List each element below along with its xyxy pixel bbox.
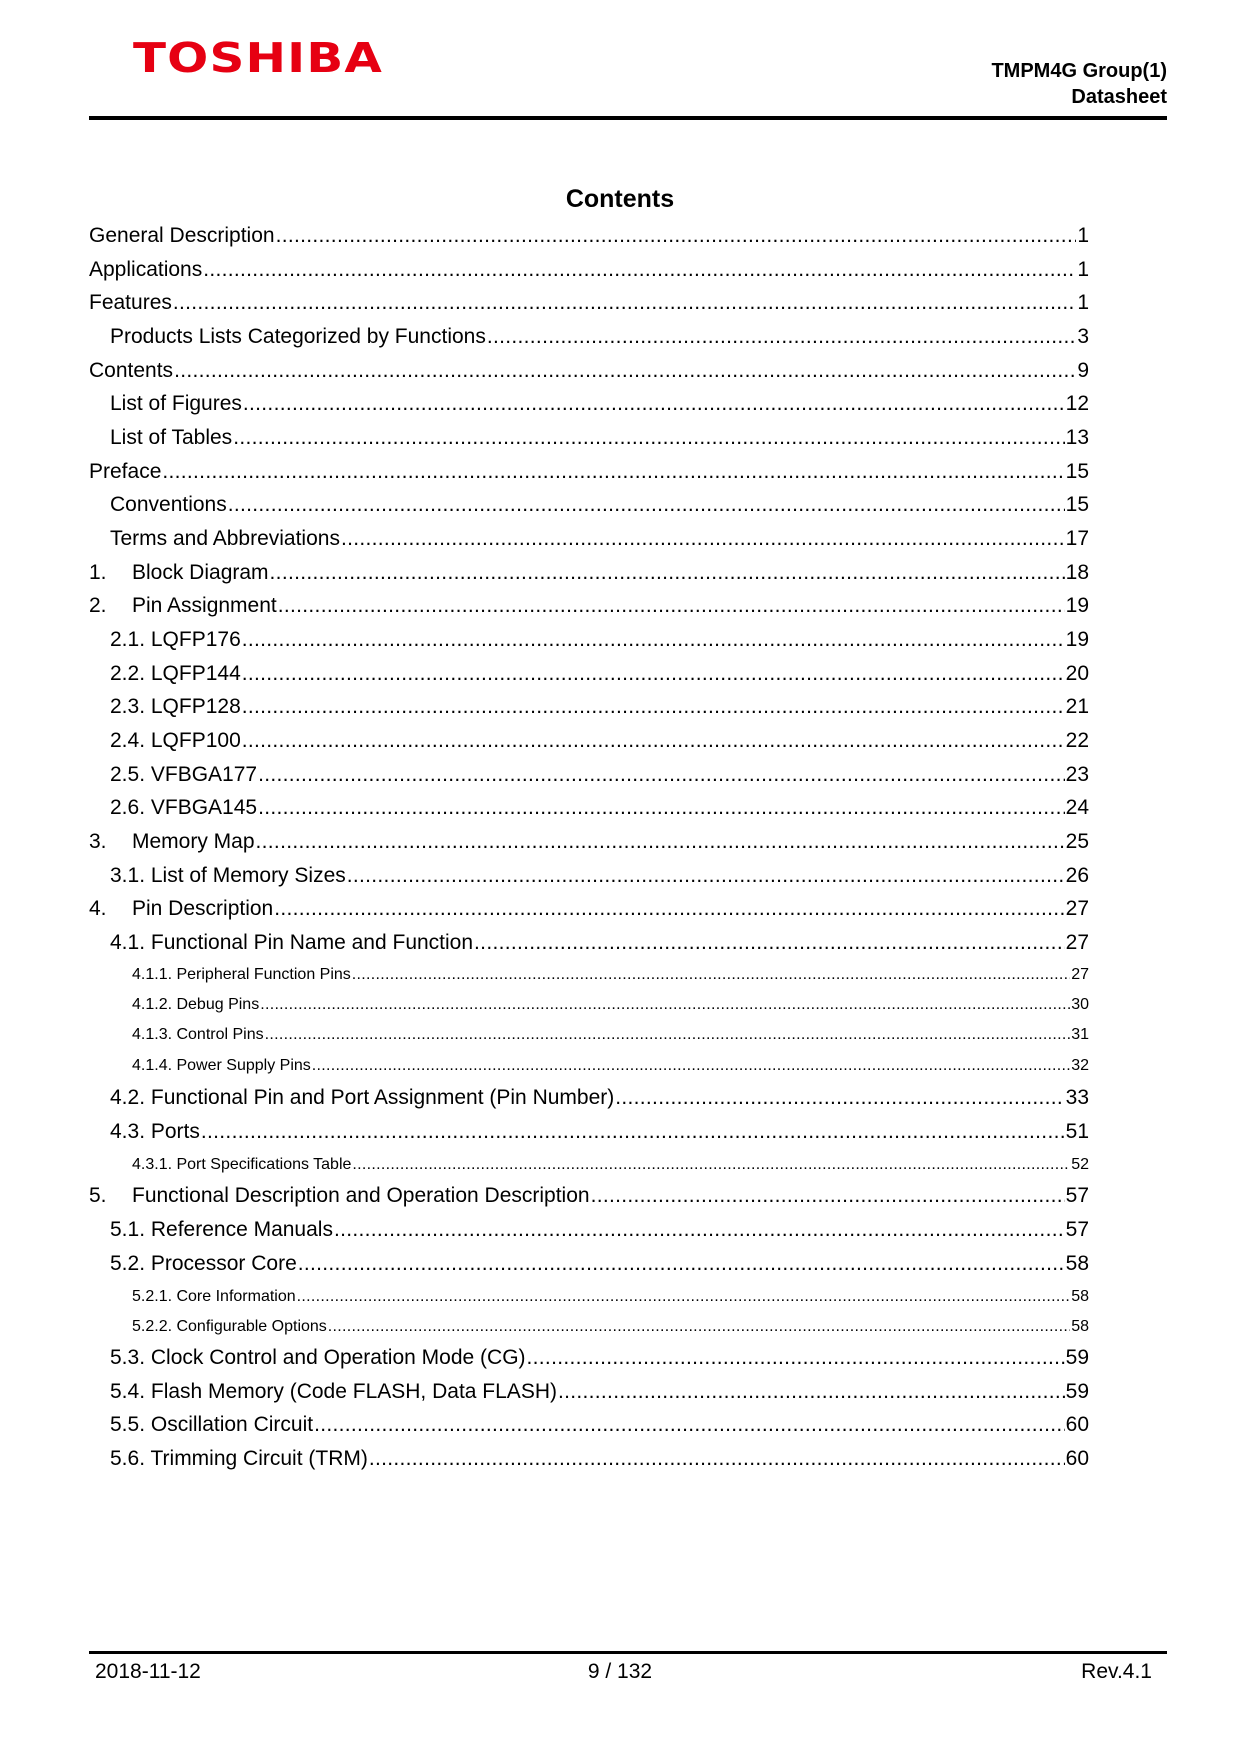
toc-entry-page: 1 (1077, 291, 1089, 314)
toc-entry-label: 4.1. Functional Pin Name and Function (110, 931, 474, 954)
toc-entry-page: 23 (1065, 763, 1089, 786)
toc-dot-leader (297, 1288, 1071, 1306)
toc-entry[interactable] (89, 258, 1089, 282)
toc-dot-leader (243, 392, 1065, 416)
toc-entry-page: 30 (1071, 996, 1089, 1013)
toc-entry[interactable] (89, 359, 1089, 383)
toc-entry-label: 4.2. Functional Pin and Port Assignment (Pin Number) (110, 1086, 615, 1109)
toc-dot-leader (314, 1413, 1065, 1437)
toc-entry-label: 2.3. LQFP128 (110, 695, 241, 718)
toc-dot-leader (242, 695, 1065, 719)
toc-entry[interactable] (89, 931, 1089, 955)
footer-revision: Rev.4.1 (1081, 1660, 1152, 1683)
toc-entry[interactable] (89, 392, 1089, 416)
toc-entry[interactable] (89, 729, 1089, 753)
toc-entry-label: 4.3.1. Port Specifications Table (132, 1156, 352, 1173)
toc-dot-leader (233, 426, 1064, 450)
toc-entry-label: 2.2. LQFP144 (110, 662, 241, 685)
toc-entry-label: 3.1. List of Memory Sizes (110, 864, 346, 887)
toc-entry-page: 58 (1071, 1318, 1089, 1335)
toc-dot-leader (270, 561, 1065, 585)
toc-entry-label: 5.6. Trimming Circuit (TRM) (110, 1447, 368, 1470)
toc-dot-leader (558, 1380, 1065, 1404)
toc-entry-page: 22 (1065, 729, 1089, 752)
toc-entry-label: Contents (89, 359, 174, 382)
toc-entry-page: 3 (1077, 325, 1089, 348)
toc-entry-label: 2.1. LQFP176 (110, 628, 241, 651)
toc-entry-label: Conventions (110, 493, 227, 516)
toc-dot-leader (256, 830, 1065, 854)
toc-entry[interactable] (89, 662, 1089, 686)
toc-entry-label: Pin Description (132, 897, 274, 920)
toc-entry-page: 57 (1065, 1184, 1089, 1207)
toc-dot-leader (174, 359, 1076, 383)
toc-dot-leader (274, 897, 1064, 921)
toc-entry[interactable] (89, 763, 1089, 787)
toc-entry[interactable] (89, 594, 1089, 618)
toc-entry-page: 60 (1065, 1447, 1089, 1470)
toc-entry-label: 5.5. Oscillation Circuit (110, 1413, 314, 1436)
toc-dot-leader (278, 594, 1065, 618)
toc-entry-page: 1 (1077, 258, 1089, 281)
toc-dot-leader (242, 729, 1065, 753)
toc-entry-page: 21 (1065, 695, 1089, 718)
toc-entry[interactable] (89, 224, 1089, 248)
toc-entry[interactable] (89, 1288, 1089, 1306)
toc-entry-number: 5. (89, 1184, 107, 1207)
toc-dot-leader (173, 291, 1076, 315)
toc-entry-page: 26 (1065, 864, 1089, 887)
toc-dot-leader (591, 1184, 1065, 1208)
toc-entry[interactable] (89, 1120, 1089, 1144)
toc-entry-page: 19 (1065, 628, 1089, 651)
toc-dot-leader (527, 1346, 1065, 1370)
toc-entry[interactable] (89, 1184, 1089, 1208)
toc-entry-number: 3. (89, 830, 107, 853)
toc-entry[interactable] (89, 1447, 1089, 1471)
toc-entry-label: 2.4. LQFP100 (110, 729, 241, 752)
toc-entry[interactable] (89, 1057, 1089, 1075)
toc-entry[interactable] (89, 561, 1089, 585)
toc-entry-page: 18 (1065, 561, 1089, 584)
toc-entry-page: 1 (1077, 224, 1089, 247)
toc-entry[interactable] (89, 527, 1089, 551)
toc-dot-leader (334, 1218, 1065, 1242)
toc-entry-page: 15 (1065, 460, 1089, 483)
toshiba-logo: TOSHIBA (133, 34, 384, 82)
toc-entry[interactable] (89, 1026, 1089, 1044)
toc-entry-page: 15 (1065, 493, 1089, 516)
toc-dot-leader (347, 864, 1065, 888)
toc-entry[interactable] (89, 460, 1089, 484)
footer-divider (89, 1651, 1167, 1654)
toc-entry[interactable] (89, 493, 1089, 517)
toc-entry-page: 27 (1071, 966, 1089, 983)
toc-entry-label: 2.5. VFBGA177 (110, 763, 258, 786)
toc-entry-page: 27 (1065, 897, 1089, 920)
toc-entry-page: 19 (1065, 594, 1089, 617)
toc-entry[interactable] (89, 1156, 1089, 1174)
toc-entry-page: 58 (1065, 1252, 1089, 1275)
toc-dot-leader (258, 796, 1065, 820)
toc-entry-label: 4.1.4. Power Supply Pins (132, 1057, 311, 1074)
toc-dot-leader (228, 493, 1065, 517)
toc-dot-leader (352, 1156, 1070, 1174)
toc-entry-page: 27 (1065, 931, 1089, 954)
toc-dot-leader (260, 996, 1070, 1014)
toc-entry[interactable] (89, 966, 1089, 984)
toc-dot-leader (369, 1447, 1065, 1471)
toc-entry[interactable] (89, 864, 1089, 888)
header-divider (89, 116, 1167, 120)
toc-entry[interactable] (89, 291, 1089, 315)
footer-date: 2018-11-12 (95, 1660, 201, 1683)
toc-entry-page: 20 (1065, 662, 1089, 685)
toc-entry[interactable] (89, 1218, 1089, 1242)
toc-dot-leader (352, 966, 1070, 984)
toc-entry-label: Applications (89, 258, 203, 281)
toc-entry-label: Memory Map (132, 830, 255, 853)
toc-entry[interactable] (89, 1413, 1089, 1437)
document-type: Datasheet (1071, 86, 1167, 108)
toc-entry-page: 58 (1071, 1288, 1089, 1305)
toc-dot-leader (312, 1057, 1070, 1075)
toc-entry-label: 5.4. Flash Memory (Code FLASH, Data FLASH) (110, 1380, 557, 1403)
document-group-name: TMPM4G Group(1) (991, 60, 1167, 82)
toc-entry[interactable] (89, 1086, 1089, 1110)
toc-entry-label: List of Figures (110, 392, 242, 415)
toc-entry-number: 1. (89, 561, 107, 584)
toc-entry-page: 13 (1065, 426, 1089, 449)
toc-entry[interactable] (89, 1346, 1089, 1370)
toc-dot-leader (341, 527, 1065, 551)
toc-entry-label: Terms and Abbreviations (110, 527, 340, 550)
toc-entry-label: 2.6. VFBGA145 (110, 796, 258, 819)
toc-entry-page: 32 (1071, 1057, 1089, 1074)
toc-entry-label: Pin Assignment (132, 594, 277, 617)
toc-entry[interactable] (89, 830, 1089, 854)
toc-entry-label: Features (89, 291, 172, 314)
toc-dot-leader (298, 1252, 1065, 1276)
toc-entry-number: 2. (89, 594, 107, 617)
toc-dot-leader (258, 763, 1065, 787)
toc-entry-label: 4.1.3. Control Pins (132, 1026, 264, 1043)
toc-entry-label: Functional Description and Operation Description (132, 1184, 590, 1207)
toc-dot-leader (328, 1318, 1070, 1336)
toc-entry-label: Block Diagram (132, 561, 269, 584)
toc-entry-page: 51 (1065, 1120, 1089, 1143)
toc-dot-leader (203, 258, 1076, 282)
toc-entry[interactable] (89, 426, 1089, 450)
toc-entry-label: 5.1. Reference Manuals (110, 1218, 333, 1241)
toc-entry-label: List of Tables (110, 426, 233, 449)
toc-entry[interactable] (89, 1252, 1089, 1276)
toc-entry-label: Products Lists Categorized by Functions (110, 325, 486, 348)
toc-entry-page: 17 (1065, 527, 1089, 550)
toc-entry-label: 4.1.1. Peripheral Function Pins (132, 966, 351, 983)
toc-entry-page: 12 (1065, 392, 1089, 415)
toc-entry-label: 4.1.2. Debug Pins (132, 996, 260, 1013)
toc-entry-page: 9 (1077, 359, 1089, 382)
toc-entry-page: 33 (1065, 1086, 1089, 1109)
toc-dot-leader (162, 460, 1064, 484)
toc-entry-label: Preface (89, 460, 162, 483)
toc-entry[interactable] (89, 1380, 1089, 1404)
toc-entry-page: 59 (1065, 1346, 1089, 1369)
toc-entry-label: 5.3. Clock Control and Operation Mode (CG) (110, 1346, 526, 1369)
toc-entry[interactable] (89, 796, 1089, 820)
toc-entry-page: 25 (1065, 830, 1089, 853)
toc-dot-leader (242, 662, 1065, 686)
toc-entry-page: 52 (1071, 1156, 1089, 1173)
toc-entry-label: 5.2. Processor Core (110, 1252, 297, 1275)
toc-dot-leader (201, 1120, 1065, 1144)
toc-entry[interactable] (89, 897, 1089, 921)
page-title: Contents (565, 185, 675, 213)
toc-entry-label: 4.3. Ports (110, 1120, 200, 1143)
toc-dot-leader (265, 1026, 1071, 1044)
toc-entry-page: 31 (1071, 1026, 1089, 1043)
toc-entry-number: 4. (89, 897, 107, 920)
toc-dot-leader (242, 628, 1065, 652)
document-identifier (991, 58, 1167, 110)
toc-entry-page: 24 (1065, 796, 1089, 819)
footer-page-number: 9 / 132 (587, 1660, 653, 1683)
toc-dot-leader (615, 1086, 1064, 1110)
toc-entry[interactable] (89, 695, 1089, 719)
toc-entry[interactable] (89, 996, 1089, 1014)
toc-entry-page: 60 (1065, 1413, 1089, 1436)
toc-entry[interactable] (89, 1318, 1089, 1336)
toc-dot-leader (487, 325, 1076, 349)
toc-entry[interactable] (89, 325, 1089, 349)
toc-entry[interactable] (89, 628, 1089, 652)
toc-entry-page: 59 (1065, 1380, 1089, 1403)
toc-entry-label: General Description (89, 224, 275, 247)
toc-dot-leader (276, 224, 1077, 248)
toc-dot-leader (474, 931, 1065, 955)
toc-entry-label: 5.2.2. Configurable Options (132, 1318, 327, 1335)
toc-entry-label: 5.2.1. Core Information (132, 1288, 296, 1305)
toc-entry-page: 57 (1065, 1218, 1089, 1241)
